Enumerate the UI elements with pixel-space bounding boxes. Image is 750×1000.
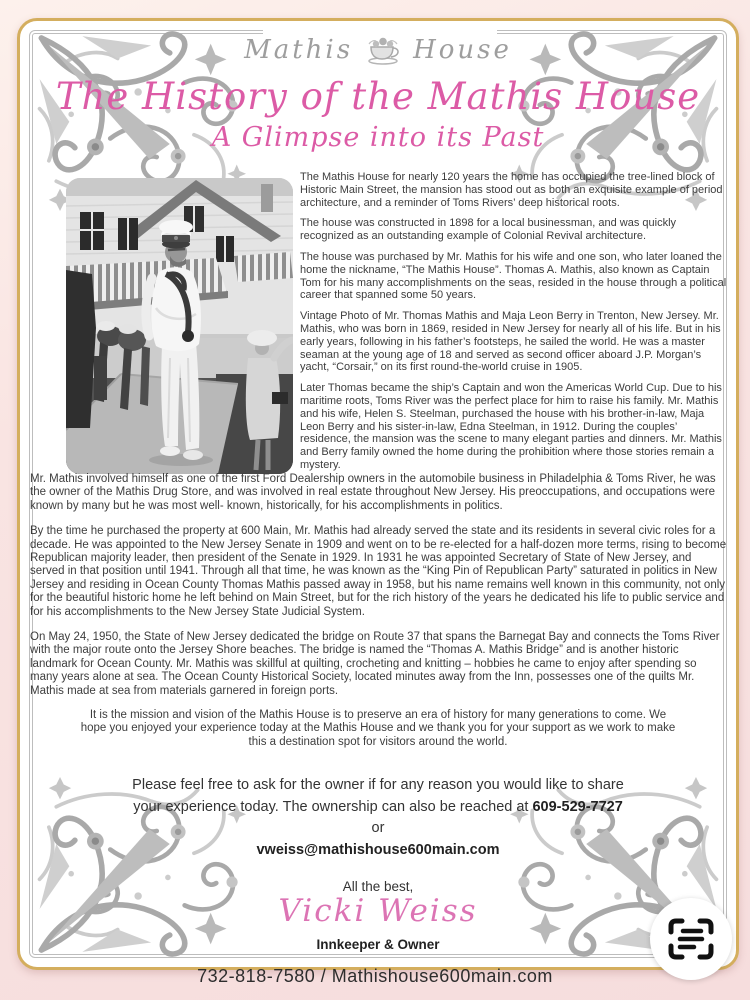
brand-word-right: House bbox=[413, 35, 512, 65]
history-paragraph: The house was purchased by Mr. Mathis for his wife and one son, who later loaned the home the nickname, “The Mathis House”. Thomas A. Mathis, also known as Captain Tom for his many accomplishments on the seas, resided in the house through a political career that spanned some 50 years. bbox=[300, 250, 727, 302]
flyer-card bbox=[17, 18, 739, 970]
owner-note-text: Please feel free to ask for the owner if for any reason you would like to share your experience today. The ownership can also be reached at bbox=[132, 777, 624, 815]
history-paragraph: On May 24, 1950, the State of New Jersey dedicated the bridge on Route 37 that spans the Barnegat Bay and connects the Toms River with the major route onto the Jersey Shore beaches. The bridge is named the “Thomas A. Mathis Bridge” and is another historic landmark for Ocean County. Mr. Mathis was skillful at quilting, crocheting and knitting – hobbies he came to enjoy after spending so many years alone at sea. The Ocean County Historical Society, located minutes away from the Inn, possesses one of the quilts Mr. Mathis made at sea from materials garnered in foreign ports. bbox=[30, 631, 720, 697]
history-full-width bbox=[30, 473, 727, 710]
vintage-photo-illustration bbox=[66, 178, 293, 474]
vintage-photo bbox=[66, 178, 293, 474]
phone-number: 609-529-7727 bbox=[532, 798, 623, 815]
signature-closing: All the best, bbox=[342, 879, 414, 894]
history-paragraph: Mr. Mathis involved himself as one of the first Ford Dealership owners in the automobile business in Philadelphia & Toms River, he was the owner of the Mathis Drug Store, and was involved in real estate throughout New Jersey. His preoccupations, and occupations were known by many but he was most well- known, historically, for his accomplishments in politics. bbox=[30, 473, 716, 512]
brand-title bbox=[20, 35, 736, 65]
history-paragraph: Vintage Photo of Mr. Thomas Mathis and Maja Leon Berry in Trenton, New Jersey. Mr. Mathis, who was born in 1869, resided in New Jersey for nearly all of his life. But in his early years, following in his father’s footsteps, he sailed the world. He was a master seaman at the young age of 18 and served as second officer aboard J.P. Morgan’s yacht, “Corsair,” on its first round-the-world cruise in 1905. bbox=[300, 310, 721, 374]
owner-note-text: or bbox=[371, 820, 385, 836]
footer-contact: 732-818-7580 / Mathishouse600main.com bbox=[197, 966, 553, 986]
history-paragraph: The Mathis House for nearly 120 years the home has occupied the tree-lined block of Historic Main Street, the mansion has stood out as both an exquisite example of period architecture, and a reminder of Toms Rivers’ deep historical roots. bbox=[300, 171, 723, 209]
history-paragraph: By the time he purchased the property at 600 Main, Mr. Mathis had already served the state and its residents in several civic roles for a decade. He was appointed to the New Jersey Senate in 1909 and went on to be re-elected for a half-dozen more terms, rising to become Republican majority leader, then president of the Senate in 1929. In 1931 he was appointed Secretary of State of New Jersey, and served in that position until 1941. Through all that time, he was known as the “King Pin of Republican Party” saturated in politics in New Jersey and residing in Ocean County Thomas Mathis passed away in 1958, but his name remains well known in this community, not only for the beautiful historic home he left behind on Main Street, but for the rich history of the years he dedicated his life to public service and for his accomplishments to the New Jersey State Judicial System. bbox=[30, 525, 727, 618]
email-address: vweiss@mathishouse600main.com bbox=[256, 841, 500, 858]
page-title: The History of the Mathis House bbox=[55, 75, 701, 118]
history-paragraph: Later Thomas became the ship’s Captain and won the Americas World Cup. Due to his maritime roots, Toms River was the perfect place for him to raise his family. Mr. Mathis and his wife, Helen S. Steelman, purchased the house with his brother-in-law, Maja Leon Berry and his sister-in-law, Edna Steelman, in 1912. During the couples’ residence, the mansion was the scene to many elegant parties and dinners. Mr. Mathis and Berry family owned the home during the prohibition where those stories remain a mystery. bbox=[300, 382, 722, 471]
history-paragraph: The house was constructed in 1898 for a local businessman, and was quickly recognized as an outstanding example of Colonial Revival architecture. bbox=[300, 217, 677, 243]
history-column bbox=[300, 171, 728, 480]
scan-text-icon bbox=[667, 917, 715, 961]
signature-role: Innkeeper & Owner bbox=[316, 937, 440, 952]
scan-button[interactable] bbox=[650, 898, 732, 980]
brand-word-left: Mathis bbox=[244, 35, 354, 65]
mission-text: It is the mission and vision of the Mathis House is to preserve an era of history for many generations to come. We hope you enjoyed your experience today at the Mathis House and we thank you for your support as we work to make this a destination spot for visitors around the world. bbox=[80, 709, 676, 748]
teacup-logo-icon bbox=[363, 35, 403, 65]
owner-note bbox=[128, 775, 628, 861]
page-subtitle: A Glimpse into its Past bbox=[211, 122, 545, 153]
signature-name: Vicki Weiss bbox=[278, 893, 478, 929]
